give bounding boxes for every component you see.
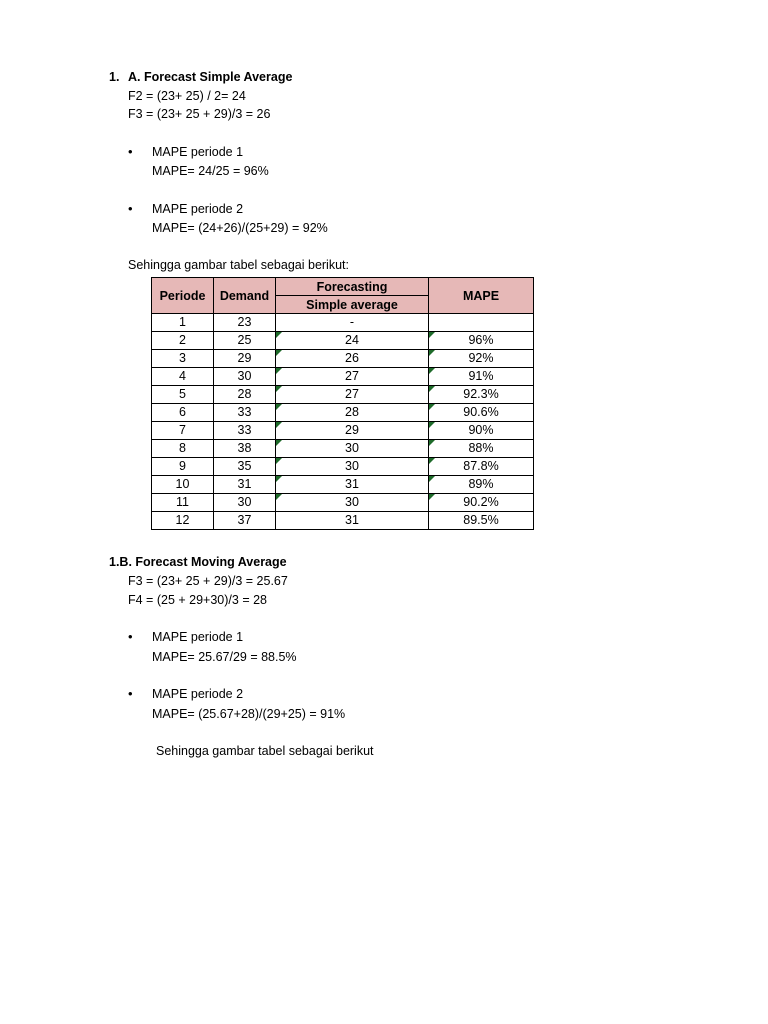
- mape-periode-2-calc-b: MAPE= (25.67+28)/(29+25) = 91%: [152, 707, 346, 721]
- cell-forecast: 27: [276, 386, 429, 404]
- table-row: [152, 476, 534, 494]
- header-mape: MAPE: [429, 278, 534, 314]
- cell-periode: 4: [152, 368, 214, 386]
- table-row: [152, 458, 534, 476]
- header-simple-average: Simple average: [276, 296, 429, 314]
- formula-f3-moving: F3 = (23+ 25 + 29)/3 = 25.67: [128, 574, 288, 588]
- cell-periode: 6: [152, 404, 214, 422]
- cell-demand: 38: [214, 440, 276, 458]
- table-row: [152, 332, 534, 350]
- cell-periode: 12: [152, 512, 214, 530]
- table-row: [152, 350, 534, 368]
- cell-demand: 30: [214, 368, 276, 386]
- cell-forecast: 30: [276, 458, 429, 476]
- bullet-icon: •: [128, 686, 133, 701]
- cell-mape: 89.5%: [429, 512, 534, 530]
- mape-periode-1-calc-b: MAPE= 25.67/29 = 88.5%: [152, 650, 297, 664]
- formula-f4-moving: F4 = (25 + 29+30)/3 = 28: [128, 593, 267, 607]
- cell-forecast: 30: [276, 494, 429, 512]
- mape-periode-1-calc: MAPE= 24/25 = 96%: [152, 164, 269, 178]
- table-row: [152, 494, 534, 512]
- mape-periode-1-label-b: MAPE periode 1: [152, 630, 244, 644]
- cell-demand: 29: [214, 350, 276, 368]
- header-periode: Periode: [152, 278, 214, 314]
- mape-periode-2-calc: MAPE= (24+26)/(25+29) = 92%: [152, 221, 328, 235]
- cell-demand: 31: [214, 476, 276, 494]
- cell-forecast: 31: [276, 512, 429, 530]
- cell-periode: 7: [152, 422, 214, 440]
- cell-forecast: 24: [276, 332, 429, 350]
- section-b-heading: 1.B. Forecast Moving Average: [109, 555, 287, 569]
- cell-forecast: 30: [276, 440, 429, 458]
- mape-periode-2-label-b: MAPE periode 2: [152, 687, 244, 701]
- header-forecasting: Forecasting: [276, 278, 429, 296]
- table-intro: Sehingga gambar tabel sebagai berikut:: [128, 258, 349, 272]
- table-row: [152, 314, 534, 332]
- cell-mape: 90.2%: [429, 494, 534, 512]
- cell-demand: 33: [214, 422, 276, 440]
- cell-periode: 8: [152, 440, 214, 458]
- cell-mape: 90.6%: [429, 404, 534, 422]
- cell-mape: 87.8%: [429, 458, 534, 476]
- table-row: [152, 386, 534, 404]
- cell-demand: 37: [214, 512, 276, 530]
- forecast-table: [151, 277, 534, 530]
- cell-periode: 5: [152, 386, 214, 404]
- cell-mape: 92.3%: [429, 386, 534, 404]
- mape-periode-1-label: MAPE periode 1: [152, 145, 244, 159]
- bullet-icon: •: [128, 629, 133, 644]
- formula-f3: F3 = (23+ 25 + 29)/3 = 26: [128, 107, 271, 121]
- table-row: [152, 404, 534, 422]
- cell-mape: 89%: [429, 476, 534, 494]
- cell-demand: 25: [214, 332, 276, 350]
- table-row: [152, 440, 534, 458]
- cell-mape: 96%: [429, 332, 534, 350]
- header-demand: Demand: [214, 278, 276, 314]
- cell-periode: 2: [152, 332, 214, 350]
- cell-forecast: 29: [276, 422, 429, 440]
- cell-forecast: 28: [276, 404, 429, 422]
- table-intro-b: Sehingga gambar tabel sebagai berikut: [156, 744, 374, 758]
- cell-forecast: -: [276, 314, 429, 332]
- cell-periode: 1: [152, 314, 214, 332]
- cell-mape: 88%: [429, 440, 534, 458]
- cell-mape: [429, 314, 534, 332]
- cell-demand: 23: [214, 314, 276, 332]
- cell-mape: 92%: [429, 350, 534, 368]
- cell-periode: 11: [152, 494, 214, 512]
- table-row: [152, 368, 534, 386]
- table-row: [152, 512, 534, 530]
- cell-demand: 35: [214, 458, 276, 476]
- cell-mape: 90%: [429, 422, 534, 440]
- section-a-heading: A. Forecast Simple Average: [128, 70, 293, 84]
- cell-periode: 10: [152, 476, 214, 494]
- section-a-number: 1.: [109, 70, 120, 84]
- bullet-icon: •: [128, 201, 133, 216]
- cell-demand: 33: [214, 404, 276, 422]
- mape-periode-2-label: MAPE periode 2: [152, 202, 244, 216]
- cell-mape: 91%: [429, 368, 534, 386]
- cell-demand: 28: [214, 386, 276, 404]
- formula-f2: F2 = (23+ 25) / 2= 24: [128, 89, 246, 103]
- bullet-icon: •: [128, 144, 133, 159]
- cell-forecast: 27: [276, 368, 429, 386]
- cell-forecast: 31: [276, 476, 429, 494]
- cell-periode: 9: [152, 458, 214, 476]
- table-row: [152, 422, 534, 440]
- cell-demand: 30: [214, 494, 276, 512]
- cell-forecast: 26: [276, 350, 429, 368]
- cell-periode: 3: [152, 350, 214, 368]
